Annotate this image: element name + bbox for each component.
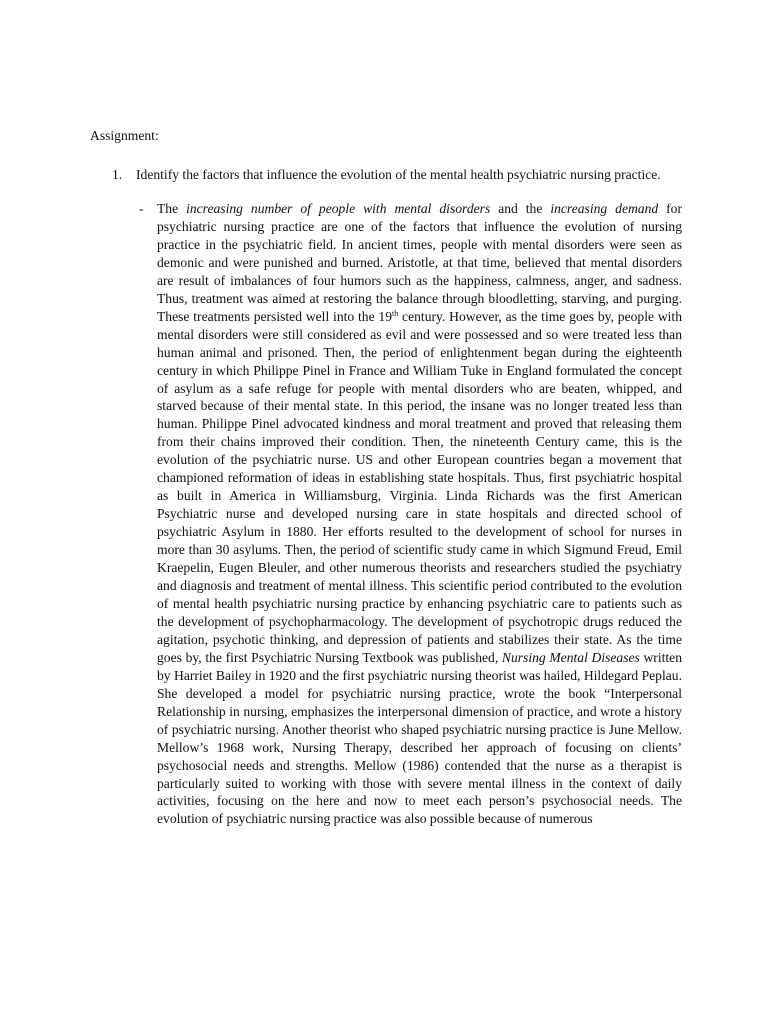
answer-text [157,200,682,828]
answer-paragraph [139,200,682,828]
answer-text-part: written by Harriet Bailey in 1920 and the first psychiatric nursing theorist was hailed, Hildegard Peplau. She developed a model for psychiatric nursing practice, wrote the book “Interpersonal Relationship in nursing, emphasizes the interpersonal dimension of practice, and wrote a history of psychiatric nursing. Another theorist who shaped psychiatric nursing practice is June Mellow. Mellow’s 1968 work, Nursing Therapy, described her approach of focusing on clients’ psychosocial needs and strengths. Mellow (1986) contended that the nurse as a therapist is particularly suited to working with those with severe mental illness in the context of daily activities, focusing on the here and now to meet each person’s psychosocial needs. The evolution of psychiatric nursing practice was also possible because of numerous [157,649,682,827]
answer-text-part: The [157,201,187,216]
emphasis-text: increasing demand [550,201,659,216]
question-item [112,166,682,184]
question-text: Identify the factors that influence the evolution of the mental health psychiatric nursing practice. [136,167,661,182]
superscript: th [392,308,399,318]
answer-text-part: for psychiatric nursing practice are one of the factors that influence the evolution of nursing practice in the psychiatric field. In ancient times, people with mental disorders were seen as demonic and were punished and burned. Aristotle, at that time, believed that mental disorders are result of imbalances of four humors such as the happiness, calmness, anger, and sadness. Thus, treatment was aimed at restoring the balance through bloodletting, starving, and purging. These treatments persisted well into the 19 [157,201,682,324]
assignment-heading: Assignment: [90,128,159,143]
book-title: Nursing Mental Diseases [501,649,640,665]
question-number: 1. [112,167,123,182]
bullet-dash: - [139,201,144,216]
emphasis-text: increasing number of people with mental disorders [186,201,491,216]
answer-text-part: century. However, as the time goes by, people with mental disorders were still considered as evil and were possessed and so were treated less than human animal and prisoned. Then, the period of enlightenment began during the eighteenth century in which Philippe Pinel in France and William Tuke in England formulated the concept of asylum as a safe refuge for people with mental disorders who are beaten, whipped, and starved because of their mental state. In this period, the insane was no longer treated less than human. Philippe Pinel advocated kindness and moral treatment and proved that releasing them from their chains improved their condition. Then, the nineteenth Century came, this is the evolution of the psychiatric nurse. US and other European countries began a movement that championed reformation of ideas in establishing state hospitals. Thus, first psychiatric hospital as built in America in Williamsburg, Virginia. Linda Richards was the first American Psychiatric nurse and developed nursing care in state hospitals and directed school of psychiatric Asylum in 1880. Her efforts resulted to the development of school for nurses in more than 30 asylums. Then, the period of scientific study came in which Sigmund Freud, Emil Kraepelin, Eugen Bleuler, and other numerous theorists and researchers studied the psychiatry and diagnosis and treatment of mental illness. This scientific period contributed to the evolution of mental health psychiatric nursing practice by enhancing psychiatric care to patients such as the development of psychopharmacology. The development of psychotropic drugs reduced the agitation, psychotic thinking, and depression of patients and stabilizes their state. As the time goes by, the first Psychiatric Nursing Textbook was published, [157,308,683,665]
answer-text-part: and the [490,201,551,216]
